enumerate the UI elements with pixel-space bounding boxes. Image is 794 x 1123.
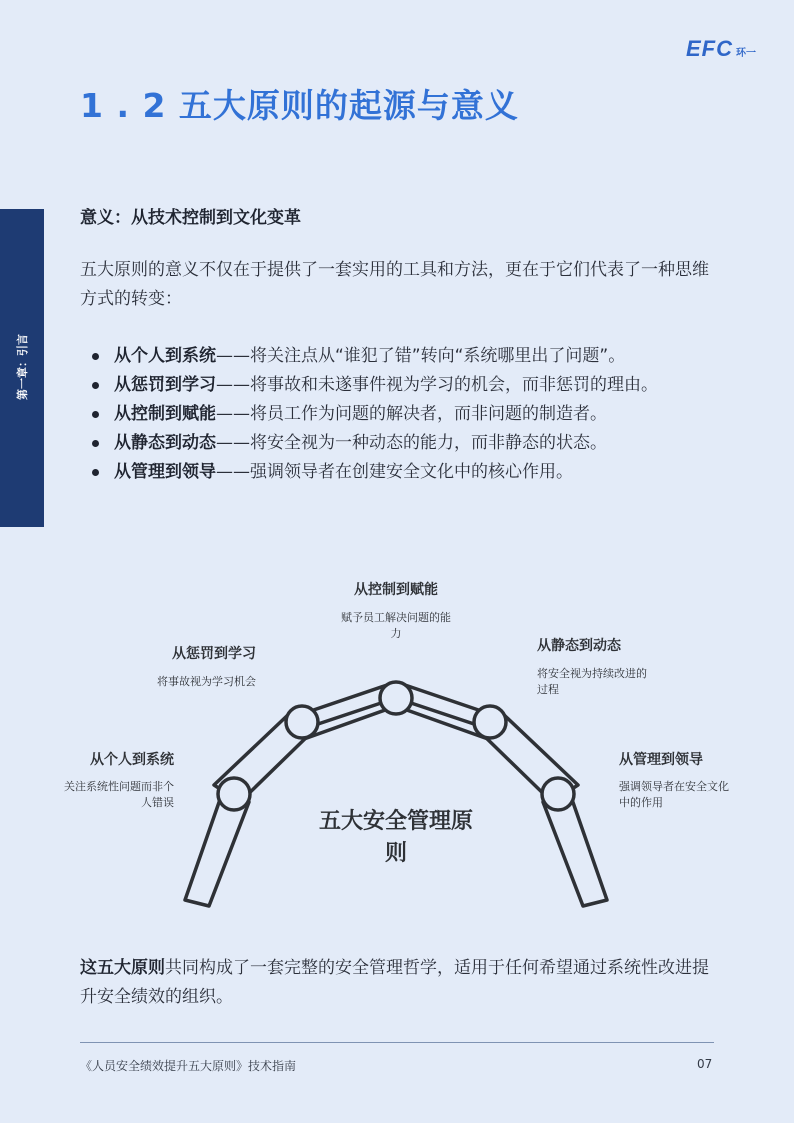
joint-circle bbox=[474, 706, 506, 738]
joint-circle bbox=[286, 706, 318, 738]
section-subheading: 意义：从技术控制到文化变革 bbox=[80, 208, 301, 228]
list-item bbox=[92, 371, 712, 400]
joint-circle bbox=[380, 682, 412, 714]
node-desc: 强调领导者在安全文化 bbox=[619, 780, 729, 793]
joint-circle bbox=[542, 778, 574, 810]
list-item-text: ——将员工作为问题的解决者，而非问题的制造者。 bbox=[216, 404, 607, 424]
page-number: 07 bbox=[697, 1057, 713, 1071]
closing-paragraph bbox=[80, 954, 720, 1012]
diagram-center-title-cont: 则 bbox=[384, 841, 408, 866]
bullet-dot-icon bbox=[92, 382, 99, 389]
node-desc: 将事故视为学习机会 bbox=[157, 675, 256, 688]
footer-divider bbox=[80, 1042, 714, 1043]
list-item-text: ——强调领导者在创建安全文化中的核心作用。 bbox=[216, 462, 573, 482]
list-item-term: 从个人到系统 bbox=[114, 346, 216, 366]
node-title: 从个人到系统 bbox=[90, 752, 174, 768]
list-item-term: 从惩罚到学习 bbox=[114, 375, 216, 395]
logo-subtitle: 环一 bbox=[736, 48, 756, 59]
brand-logo bbox=[686, 36, 756, 62]
principles-list bbox=[92, 342, 712, 487]
principles-diagram bbox=[40, 570, 754, 920]
closing-lead: 这五大原则 bbox=[80, 958, 165, 978]
node-desc: 过程 bbox=[537, 683, 559, 696]
list-item-text: ——将事故和未遂事件视为学习的机会，而非惩罚的理由。 bbox=[216, 375, 658, 395]
list-item-term: 从控制到赋能 bbox=[114, 404, 216, 424]
bullet-dot-icon bbox=[92, 440, 99, 447]
list-item bbox=[92, 458, 712, 487]
list-item-text: ——将关注点从“谁犯了错”转向“系统哪里出了问题”。 bbox=[216, 346, 626, 366]
chapter-side-label: 第一章：引言 bbox=[16, 334, 29, 400]
bullet-dot-icon bbox=[92, 469, 99, 476]
intro-paragraph: 五大原则的意义不仅在于提供了一套实用的工具和方法，更在于它们代表了一种思维方式的转变： bbox=[80, 260, 709, 309]
node-desc: 赋予员工解决问题的能 bbox=[341, 611, 451, 624]
list-item-term: 从管理到领导 bbox=[114, 462, 216, 482]
list-item bbox=[92, 429, 712, 458]
list-item-term: 从静态到动态 bbox=[114, 433, 216, 453]
footer-title: 《人员安全绩效提升五大原则》技术指南 bbox=[80, 1059, 297, 1073]
node-desc: 中的作用 bbox=[619, 796, 663, 809]
node-title: 从惩罚到学习 bbox=[172, 646, 256, 662]
node-title: 从静态到动态 bbox=[537, 638, 621, 654]
logo-mark: EFC bbox=[686, 36, 733, 61]
bullet-dot-icon bbox=[92, 411, 99, 418]
list-item-text: ——将安全视为一种动态的能力，而非静态的状态。 bbox=[216, 433, 607, 453]
node-title: 从管理到领导 bbox=[619, 752, 703, 768]
node-desc: 关注系统性问题而非个 bbox=[64, 780, 174, 793]
list-item bbox=[92, 400, 712, 429]
node-desc: 力 bbox=[390, 627, 402, 640]
node-desc: 将安全视为持续改进的 bbox=[537, 667, 647, 680]
node-desc: 人错误 bbox=[141, 796, 174, 809]
bullet-dot-icon bbox=[92, 353, 99, 360]
joint-circle bbox=[218, 778, 250, 810]
list-item bbox=[92, 342, 712, 371]
closing-text: 共同构成了一套完整的安全管理哲学，适用于任何希望通过系统性改进提升安全绩效的组织。 bbox=[80, 958, 709, 1007]
diagram-center-title: 五大安全管理原 bbox=[318, 809, 474, 834]
page-title: 1 . 2 五大原则的起源与意义 bbox=[80, 86, 519, 125]
node-title: 从控制到赋能 bbox=[354, 582, 438, 598]
